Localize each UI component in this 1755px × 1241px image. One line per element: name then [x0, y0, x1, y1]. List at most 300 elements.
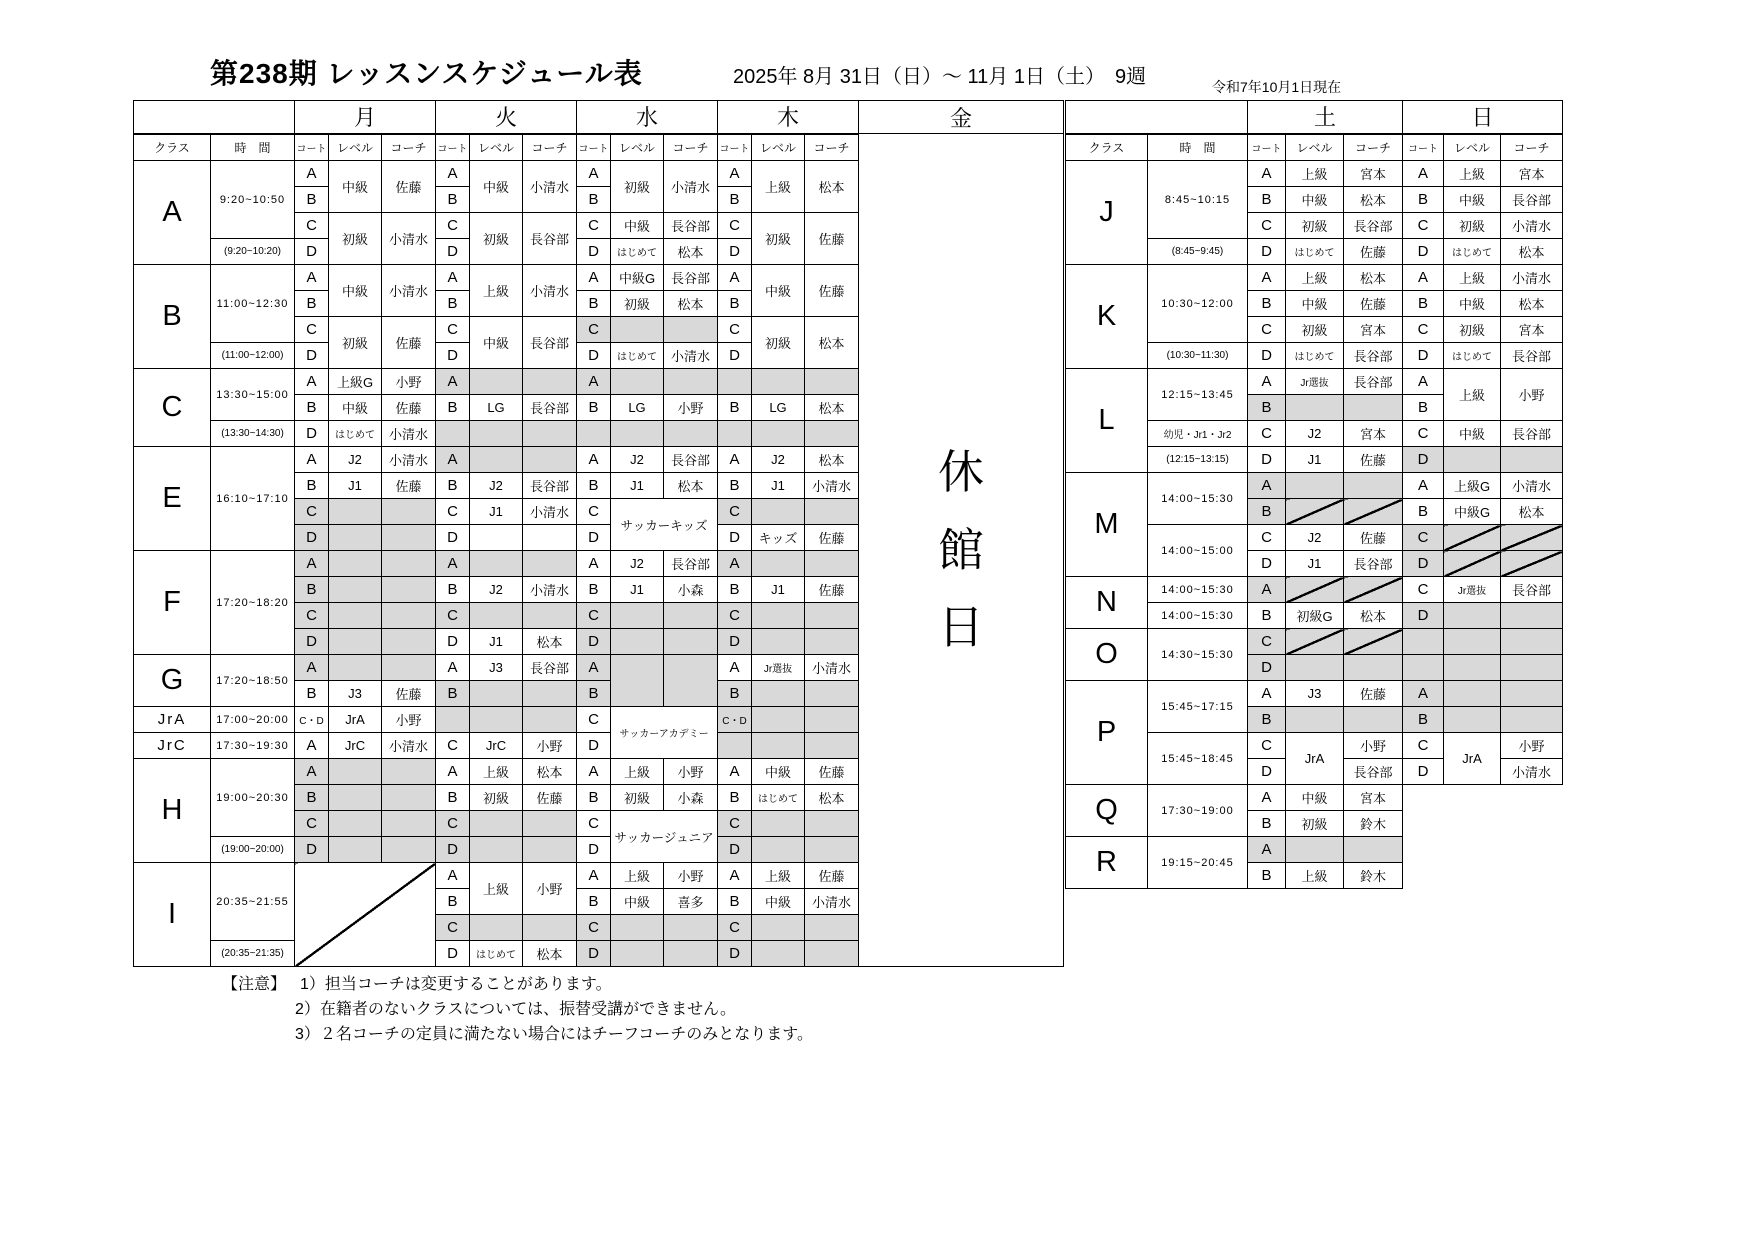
level-cell: 中級 — [611, 889, 664, 915]
coach-cell: 宮本 — [1344, 785, 1403, 811]
court-label: D — [1248, 551, 1286, 577]
level-cell: 初級 — [329, 317, 382, 369]
court-label: A — [295, 447, 329, 473]
level-cell: 初級G — [1286, 603, 1344, 629]
coach-cell: 松本 — [523, 941, 577, 967]
court-label: B — [718, 577, 752, 603]
court-label: A — [718, 447, 752, 473]
court-label: D — [436, 525, 470, 551]
coach-cell: 佐藤 — [805, 265, 859, 317]
court-label: D — [436, 837, 470, 863]
coach-header: コーチ — [1344, 134, 1403, 161]
time-cell: (10:30~11:30) — [1148, 343, 1248, 369]
court-label: C — [577, 915, 611, 941]
court-label: B — [718, 681, 752, 707]
coach-cell: 宮本 — [1344, 421, 1403, 447]
court-label: A — [577, 265, 611, 291]
level-cell: 中級 — [1444, 291, 1501, 317]
level-header: レベル — [752, 134, 805, 161]
coach-cell: 小清水 — [1501, 759, 1563, 785]
page-title: 第238期 レッスンスケジュール表 — [210, 58, 643, 89]
coach-cell: 小清水 — [523, 577, 577, 603]
coach-cell: 小清水 — [1501, 265, 1563, 291]
level-cell: 上級 — [470, 863, 523, 915]
coach-cell: 小野 — [664, 759, 718, 785]
coach-cell — [1344, 629, 1403, 655]
coach-cell: 松本 — [1501, 239, 1563, 265]
court-label: B — [1248, 707, 1286, 733]
court-label: C — [577, 213, 611, 239]
court-label — [1403, 655, 1444, 681]
court-label: B — [436, 473, 470, 499]
time-header: 時 間 — [211, 134, 295, 161]
coach-cell — [523, 707, 577, 733]
court-label: A — [1248, 681, 1286, 707]
coach-cell: 長谷部 — [523, 655, 577, 681]
level-cell — [611, 317, 664, 343]
court-label: A — [1248, 265, 1286, 291]
court-label: D — [577, 629, 611, 655]
court-header: コート — [295, 134, 329, 161]
court-label: A — [577, 369, 611, 395]
day-header: 日 — [1403, 101, 1563, 134]
class-label: J — [1066, 161, 1148, 265]
court-label: A — [577, 655, 611, 681]
court-label: D — [295, 343, 329, 369]
coach-cell — [523, 525, 577, 551]
level-cell: JrC — [470, 733, 523, 759]
court-label: C — [1248, 525, 1286, 551]
time-cell: 15:45~17:15 — [1148, 681, 1248, 733]
level-cell — [470, 421, 523, 447]
court-label: A — [577, 759, 611, 785]
level-cell — [1444, 447, 1501, 473]
coach-cell: 小清水 — [523, 499, 577, 525]
court-label — [436, 421, 470, 447]
level-cell — [470, 369, 523, 395]
court-label: B — [1248, 291, 1286, 317]
class-label: A — [134, 161, 211, 265]
day-header: 金 — [859, 101, 1064, 134]
level-cell: はじめて — [1286, 239, 1344, 265]
corner-cell — [1066, 101, 1248, 134]
time-cell: 14:00~15:30 — [1148, 577, 1248, 603]
level-cell — [470, 681, 523, 707]
level-cell — [611, 915, 664, 941]
court-label: C — [1248, 421, 1286, 447]
level-cell — [752, 811, 805, 837]
court-label: A — [1248, 577, 1286, 603]
level-cell: JrA — [329, 707, 382, 733]
coach-cell: 小森 — [664, 577, 718, 603]
court-label: C — [577, 811, 611, 837]
level-cell: 初級 — [752, 317, 805, 369]
court-label: D — [295, 421, 329, 447]
level-cell: J1 — [752, 473, 805, 499]
level-cell — [611, 603, 664, 629]
court-label: B — [295, 473, 329, 499]
level-cell: 上級G — [329, 369, 382, 395]
level-cell: はじめて — [1444, 343, 1501, 369]
court-label: D — [1403, 343, 1444, 369]
level-cell: 上級 — [470, 265, 523, 317]
level-cell: 中級 — [1444, 187, 1501, 213]
coach-cell — [523, 421, 577, 447]
court-label: B — [718, 785, 752, 811]
level-cell — [1444, 603, 1501, 629]
coach-cell — [805, 369, 859, 395]
coach-cell: 小清水 — [382, 213, 436, 265]
court-label: B — [436, 889, 470, 915]
court-label: A — [577, 551, 611, 577]
coach-cell — [523, 681, 577, 707]
level-cell — [1444, 551, 1501, 577]
coach-cell: 小清水 — [664, 161, 718, 213]
coach-cell — [382, 785, 436, 811]
notes — [222, 972, 813, 1047]
level-cell: J2 — [1286, 525, 1344, 551]
coach-cell: 小森 — [664, 785, 718, 811]
coach-cell — [805, 941, 859, 967]
court-label: C — [718, 317, 752, 343]
coach-cell: 長谷部 — [1344, 759, 1403, 785]
court-label: B — [295, 395, 329, 421]
court-label: C・D — [295, 707, 329, 733]
level-cell — [1286, 707, 1344, 733]
court-label: C — [295, 317, 329, 343]
level-cell — [329, 785, 382, 811]
time-cell: 14:00~15:00 — [1148, 525, 1248, 577]
court-label: C — [1248, 629, 1286, 655]
court-header: コート — [1248, 134, 1286, 161]
coach-cell — [664, 915, 718, 941]
coach-cell — [1344, 499, 1403, 525]
coach-cell: 佐藤 — [382, 473, 436, 499]
coach-cell — [1344, 395, 1403, 421]
coach-cell: 松本 — [523, 759, 577, 785]
coach-cell — [1501, 655, 1563, 681]
court-label: C — [1403, 213, 1444, 239]
merged-activity-cell — [295, 863, 436, 967]
court-label: A — [577, 161, 611, 187]
level-cell: 中級 — [470, 161, 523, 213]
court-label: A — [436, 369, 470, 395]
class-label: O — [1066, 629, 1148, 681]
coach-cell: 小野 — [664, 863, 718, 889]
court-label: B — [577, 889, 611, 915]
level-cell: 中級G — [1444, 499, 1501, 525]
coach-cell — [382, 577, 436, 603]
coach-cell: 佐藤 — [805, 863, 859, 889]
level-cell: J1 — [611, 473, 664, 499]
coach-cell — [664, 629, 718, 655]
court-label: B — [1248, 499, 1286, 525]
level-cell: はじめて — [1286, 343, 1344, 369]
level-cell: 中級 — [329, 395, 382, 421]
level-cell: 上級G — [1444, 473, 1501, 499]
coach-cell: 小清水 — [382, 421, 436, 447]
level-cell: はじめて — [611, 343, 664, 369]
coach-cell: 長谷部 — [1344, 343, 1403, 369]
court-label: A — [295, 655, 329, 681]
coach-cell: 松本 — [664, 473, 718, 499]
level-cell — [752, 941, 805, 967]
level-cell: LG — [611, 395, 664, 421]
class-label: L — [1066, 369, 1148, 473]
court-label: D — [577, 837, 611, 863]
coach-cell — [805, 837, 859, 863]
coach-cell: 長谷部 — [1344, 369, 1403, 395]
level-cell — [752, 915, 805, 941]
class-label: H — [134, 759, 211, 863]
time-cell: 17:00~20:00 — [211, 707, 295, 733]
level-cell: 上級 — [752, 863, 805, 889]
coach-cell: 佐藤 — [805, 525, 859, 551]
court-label: A — [577, 447, 611, 473]
coach-cell: 小清水 — [382, 447, 436, 473]
coach-cell: 宮本 — [1344, 317, 1403, 343]
level-cell: 初級 — [1286, 317, 1344, 343]
coach-cell: 小野 — [1344, 733, 1403, 759]
coach-cell: 長谷部 — [664, 551, 718, 577]
level-cell: J2 — [611, 447, 664, 473]
class-header: クラス — [134, 134, 211, 161]
coach-cell: 佐藤 — [382, 395, 436, 421]
level-cell — [1286, 499, 1344, 525]
court-label: A — [295, 551, 329, 577]
time-cell: 11:00~12:30 — [211, 265, 295, 343]
court-label: B — [436, 577, 470, 603]
level-cell — [752, 681, 805, 707]
time-cell: (20:35~21:35) — [211, 941, 295, 967]
coach-cell — [664, 369, 718, 395]
level-cell: 中級 — [752, 759, 805, 785]
court-label: D — [436, 239, 470, 265]
level-cell — [329, 577, 382, 603]
court-label: B — [577, 395, 611, 421]
court-label: A — [295, 161, 329, 187]
time-cell: 9:20~10:50 — [211, 161, 295, 239]
level-cell: J2 — [611, 551, 664, 577]
court-label: B — [436, 681, 470, 707]
coach-cell: 佐藤 — [1344, 681, 1403, 707]
level-cell: 初級 — [611, 291, 664, 317]
time-cell: 14:30~15:30 — [1148, 629, 1248, 681]
court-label: C — [718, 603, 752, 629]
court-label: C — [436, 603, 470, 629]
coach-cell: 小清水 — [664, 343, 718, 369]
coach-cell — [805, 915, 859, 941]
level-cell — [1286, 837, 1344, 863]
time-cell: 17:30~19:30 — [211, 733, 295, 759]
coach-cell — [523, 551, 577, 577]
coach-cell — [664, 941, 718, 967]
level-cell — [329, 499, 382, 525]
level-cell: 初級 — [611, 785, 664, 811]
court-label: C — [436, 317, 470, 343]
court-label: C — [577, 499, 611, 525]
court-label: D — [1248, 655, 1286, 681]
level-cell: JrA — [1286, 733, 1344, 785]
time-cell: (19:00~20:00) — [211, 837, 295, 863]
court-label: D — [718, 837, 752, 863]
court-label: C — [436, 811, 470, 837]
level-cell: J1 — [470, 629, 523, 655]
court-label: D — [436, 941, 470, 967]
coach-cell — [805, 551, 859, 577]
time-cell: 14:00~15:30 — [1148, 603, 1248, 629]
court-header: コート — [718, 134, 752, 161]
court-label: C — [436, 213, 470, 239]
coach-cell: 小清水 — [805, 889, 859, 915]
level-cell: 上級 — [470, 759, 523, 785]
court-label: A — [1403, 369, 1444, 395]
court-label: D — [436, 629, 470, 655]
level-cell: J1 — [752, 577, 805, 603]
court-label: A — [577, 863, 611, 889]
coach-cell: 佐藤 — [805, 759, 859, 785]
coach-cell: 小野 — [664, 395, 718, 421]
level-cell: Jr選抜 — [1286, 369, 1344, 395]
level-cell — [470, 447, 523, 473]
court-label: C — [1403, 317, 1444, 343]
time-cell: 16:10~17:10 — [211, 447, 295, 551]
court-label: C — [718, 213, 752, 239]
closed-day-label: 休 — [938, 446, 984, 499]
notes-label: 【注意】 — [222, 976, 287, 993]
class-label: N — [1066, 577, 1148, 629]
class-label: P — [1066, 681, 1148, 785]
coach-cell — [664, 603, 718, 629]
level-cell: 初級 — [611, 161, 664, 213]
court-label: B — [577, 681, 611, 707]
court-label: C — [577, 603, 611, 629]
court-label: B — [436, 395, 470, 421]
coach-cell — [664, 421, 718, 447]
time-cell: 14:00~15:30 — [1148, 473, 1248, 525]
court-label: C — [1403, 733, 1444, 759]
coach-cell: 佐藤 — [1344, 239, 1403, 265]
note-item: 2）在籍者のないクラスについては、振替受講ができません。 — [295, 1001, 737, 1018]
day-header: 土 — [1248, 101, 1403, 134]
court-label: D — [436, 343, 470, 369]
coach-cell: 長谷部 — [523, 317, 577, 369]
court-label — [718, 421, 752, 447]
court-label: D — [577, 239, 611, 265]
coach-cell: 松本 — [805, 785, 859, 811]
court-label: D — [1403, 551, 1444, 577]
court-label: A — [436, 447, 470, 473]
coach-cell — [805, 707, 859, 733]
level-cell: J1 — [611, 577, 664, 603]
coach-cell: 松本 — [805, 447, 859, 473]
court-label: A — [436, 265, 470, 291]
coach-cell — [664, 317, 718, 343]
court-label: B — [577, 577, 611, 603]
level-cell: Jr選抜 — [752, 655, 805, 681]
level-cell: 中級 — [470, 317, 523, 369]
court-label: C — [718, 499, 752, 525]
class-header: クラス — [1066, 134, 1148, 161]
time-cell: 19:00~20:30 — [211, 759, 295, 837]
note-item: 3）２名コーチの定員に満たない場合にはチーフコーチのみとなります。 — [295, 1026, 814, 1043]
coach-cell: 長谷部 — [1501, 187, 1563, 213]
coach-cell — [523, 915, 577, 941]
court-label: B — [577, 785, 611, 811]
time-cell: (13:30~14:30) — [211, 421, 295, 447]
level-cell: 初級 — [470, 785, 523, 811]
level-cell: J2 — [470, 577, 523, 603]
time-cell: 10:30~12:00 — [1148, 265, 1248, 343]
coach-cell: 長谷部 — [1501, 343, 1563, 369]
time-cell: 17:20~18:50 — [211, 655, 295, 707]
coach-cell — [382, 499, 436, 525]
coach-cell — [382, 811, 436, 837]
court-label: B — [295, 681, 329, 707]
level-cell — [470, 551, 523, 577]
level-cell — [470, 707, 523, 733]
coach-cell: 小野 — [382, 707, 436, 733]
court-label: A — [295, 265, 329, 291]
class-label: JrC — [134, 733, 211, 759]
court-label: B — [1403, 395, 1444, 421]
level-cell — [611, 369, 664, 395]
coach-header: コーチ — [1501, 134, 1563, 161]
time-cell: 8:45~10:15 — [1148, 161, 1248, 239]
coach-cell: 小清水 — [1501, 473, 1563, 499]
level-cell — [470, 811, 523, 837]
level-cell: 初級 — [752, 213, 805, 265]
court-label: A — [436, 161, 470, 187]
court-label: A — [436, 863, 470, 889]
level-cell — [470, 603, 523, 629]
level-cell: 初級 — [1444, 317, 1501, 343]
coach-cell — [1501, 603, 1563, 629]
court-label — [436, 707, 470, 733]
court-label: C — [1403, 577, 1444, 603]
court-label: D — [1403, 447, 1444, 473]
time-cell: 19:15~20:45 — [1148, 837, 1248, 889]
court-label: D — [1403, 239, 1444, 265]
level-cell: 中級 — [752, 889, 805, 915]
coach-cell — [805, 421, 859, 447]
court-label: D — [295, 239, 329, 265]
coach-cell: 宮本 — [1501, 317, 1563, 343]
court-label: B — [718, 889, 752, 915]
coach-cell: 松本 — [664, 291, 718, 317]
level-cell — [1444, 525, 1501, 551]
court-label: B — [718, 291, 752, 317]
class-label: E — [134, 447, 211, 551]
coach-cell: 松本 — [805, 317, 859, 369]
coach-cell: 小清水 — [1501, 213, 1563, 239]
time-cell: 幼児・Jr1・Jr2 — [1148, 421, 1248, 447]
court-label: B — [1403, 707, 1444, 733]
coach-cell: 松本 — [1501, 291, 1563, 317]
merged-activity-cell: サッカージュニア — [611, 811, 718, 863]
coach-cell: 宮本 — [1344, 161, 1403, 187]
time-cell: (12:15~13:15) — [1148, 447, 1248, 473]
court-label: D — [1403, 759, 1444, 785]
court-label: D — [295, 629, 329, 655]
coach-cell: 小清水 — [382, 733, 436, 759]
court-label — [718, 369, 752, 395]
court-label: B — [295, 577, 329, 603]
court-label: D — [295, 837, 329, 863]
weekend-schedule-table — [1065, 100, 1563, 889]
coach-cell — [1344, 473, 1403, 499]
class-label: I — [134, 863, 211, 967]
